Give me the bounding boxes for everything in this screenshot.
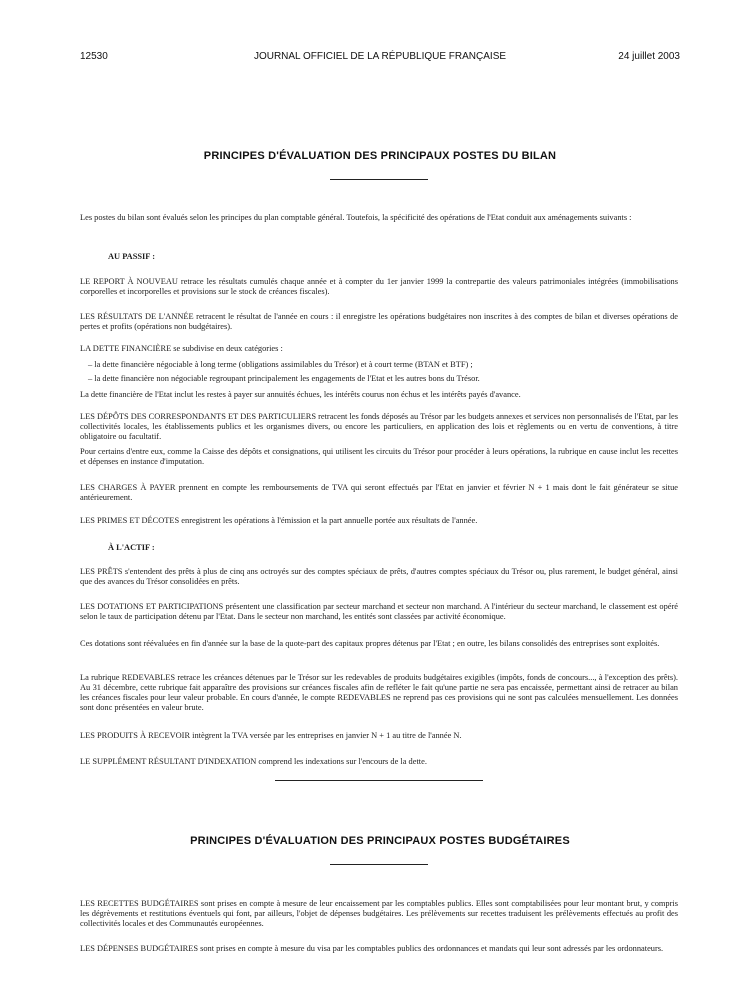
dette-note: La dette financière de l'Etat inclut les restes à payer sur annuités échues, les intérêts courus non échus et les intérêts payés d'avance.	[80, 390, 521, 399]
dotations-note: Ces dotations sont réévaluées en fin d'année sur la base de la quote-part des capitaux propres détenus par l'Etat ; en outre, les bilans consolidés des entreprises sont exploités.	[80, 639, 660, 648]
resultats-paragraph: LES RÉSULTATS DE L'ANNÉE retracent le résultat de l'année en cours : il enregistre les opérations budgétaires non inscrites à des comptes de bilan et diverses opérations de pertes et profits (opérations non budgétaires).	[80, 312, 678, 331]
dette-item: – la dette financière non négociable regroupant principalement les engagements de l'Etat et les autres bons du Trésor.	[88, 374, 480, 383]
page-header	[80, 50, 680, 64]
publication-date: 24 juillet 2003	[618, 51, 680, 62]
prets-paragraph: LES PRÊTS s'entendent des prêts à plus de cinq ans octroyés sur des comptes spéciaux de prêts, d'autres comptes spéciaux du Trésor ou, plus rarement, le budget général, ainsi que des avances du Trésor consolidées en prêts.	[80, 567, 678, 586]
actif-heading: À L'ACTIF :	[108, 543, 155, 552]
passif-heading: AU PASSIF :	[108, 252, 155, 261]
report-paragraph: LE REPORT À NOUVEAU retrace les résultats cumulés chaque année et à compter du 1er janvier 1999 la contrepartie des valeurs patrimoniales intégrées (immobilisations corporelles et incorporelles et provisions sur le stock de créances fiscales).	[80, 277, 678, 296]
budgetaires-section-title: PRINCIPES D'ÉVALUATION DES PRINCIPAUX POSTES BUDGÉTAIRES	[190, 835, 570, 847]
page-number: 12530	[80, 51, 108, 62]
depots-paragraph: LES DÉPÔTS DES CORRESPONDANTS ET DES PARTICULIERS retracent les fonds déposés au Trésor par les budgets annexes et services non personnalisés de l'Etat, par les collectivités locales, les établissements publics et les organismes divers, ou encore les particuliers, en application des lois et règlements ou en vertu de conventions, à titre obligatoire ou facultatif.	[80, 412, 678, 441]
dette-intro: LA DETTE FINANCIÈRE se subdivise en deux catégories :	[80, 344, 283, 353]
dette-item: – la dette financière négociable à long terme (obligations assimilables du Trésor) et à court terme (BTAN et BTF) ;	[88, 360, 473, 369]
primes-paragraph: LES PRIMES ET DÉCOTES enregistrent les opérations à l'émission et la part annuelle portée aux résultats de l'année.	[80, 516, 478, 525]
section-separator	[275, 780, 483, 781]
journal-title: JOURNAL OFFICIEL DE LA RÉPUBLIQUE FRANÇAISE	[253, 51, 507, 62]
dotations-paragraph: LES DOTATIONS ET PARTICIPATIONS présentent une classification par secteur marchand et secteur non marchand. A l'intérieur du secteur marchand, le classement est opéré selon le taux de participation détenu par l'Etat. Dans le secteur non marchand, les entités sont classées par activité économique.	[80, 602, 678, 621]
section-divider	[330, 864, 428, 865]
supplement-paragraph: LE SUPPLÉMENT RÉSULTANT D'INDEXATION comprend les indexations sur l'encours de la dette.	[80, 757, 427, 766]
depots-note: Pour certains d'entre eux, comme la Caisse des dépôts et consignations, qui utilisent les circuits du Trésor pour procéder à leurs opérations, la rubrique en cause inclut les recettes et dépenses en instance d'imputation.	[80, 447, 678, 466]
produits-paragraph: LES PRODUITS À RECEVOIR intègrent la TVA versée par les entreprises en janvier N + 1 au titre de l'année N.	[80, 731, 462, 740]
section-divider	[330, 179, 428, 180]
bilan-intro: Les postes du bilan sont évalués selon les principes du plan comptable général. Toutefois, la spécificité des opérations de l'Etat conduit aux aménagements suivants :	[80, 213, 632, 222]
bilan-section-title: PRINCIPES D'ÉVALUATION DES PRINCIPAUX POSTES DU BILAN	[203, 150, 557, 162]
depenses-paragraph: LES DÉPENSES BUDGÉTAIRES sont prises en compte à mesure du visa par les comptables publics des ordonnances et mandats qui leur sont adressés par les ordonnateurs.	[80, 944, 664, 953]
recettes-paragraph: LES RECETTES BUDGÉTAIRES sont prises en compte à mesure de leur encaissement par les comptables publics. Elles sont comptabilisées pour leur montant brut, y compris les dégrèvements et restitutions éventuels qui font, par ailleurs, l'objet de dépenses budgétaires. Les prélèvements sur recettes traduisent les prélèvements effectués au profit des collectivités locales et des Communautés européennes.	[80, 899, 678, 928]
charges-paragraph: LES CHARGES À PAYER prennent en compte les remboursements de TVA qui seront effectués par l'Etat en janvier et février N + 1 mais dont le fait générateur se situe antérieurement.	[80, 483, 678, 502]
redevables-paragraph: La rubrique REDEVABLES retrace les créances détenues par le Trésor sur les redevables de produits budgétaires exigibles (impôts, fonds de concours..., à l'exception des prêts). Au 31 décembre, cette rubrique fait apparaître des provisions sur créances fiscales afin de refléter le fait qu'une partie ne sera pas encaissée, permettant ainsi de retracer au bilan les créances fiscales pour leur valeur probable. En cours d'année, le compte REDEVABLES ne reprend pas ces provisions qui ne sont pas calculées mensuellement. Les données sont donc présentées en valeur brute.	[80, 673, 678, 712]
